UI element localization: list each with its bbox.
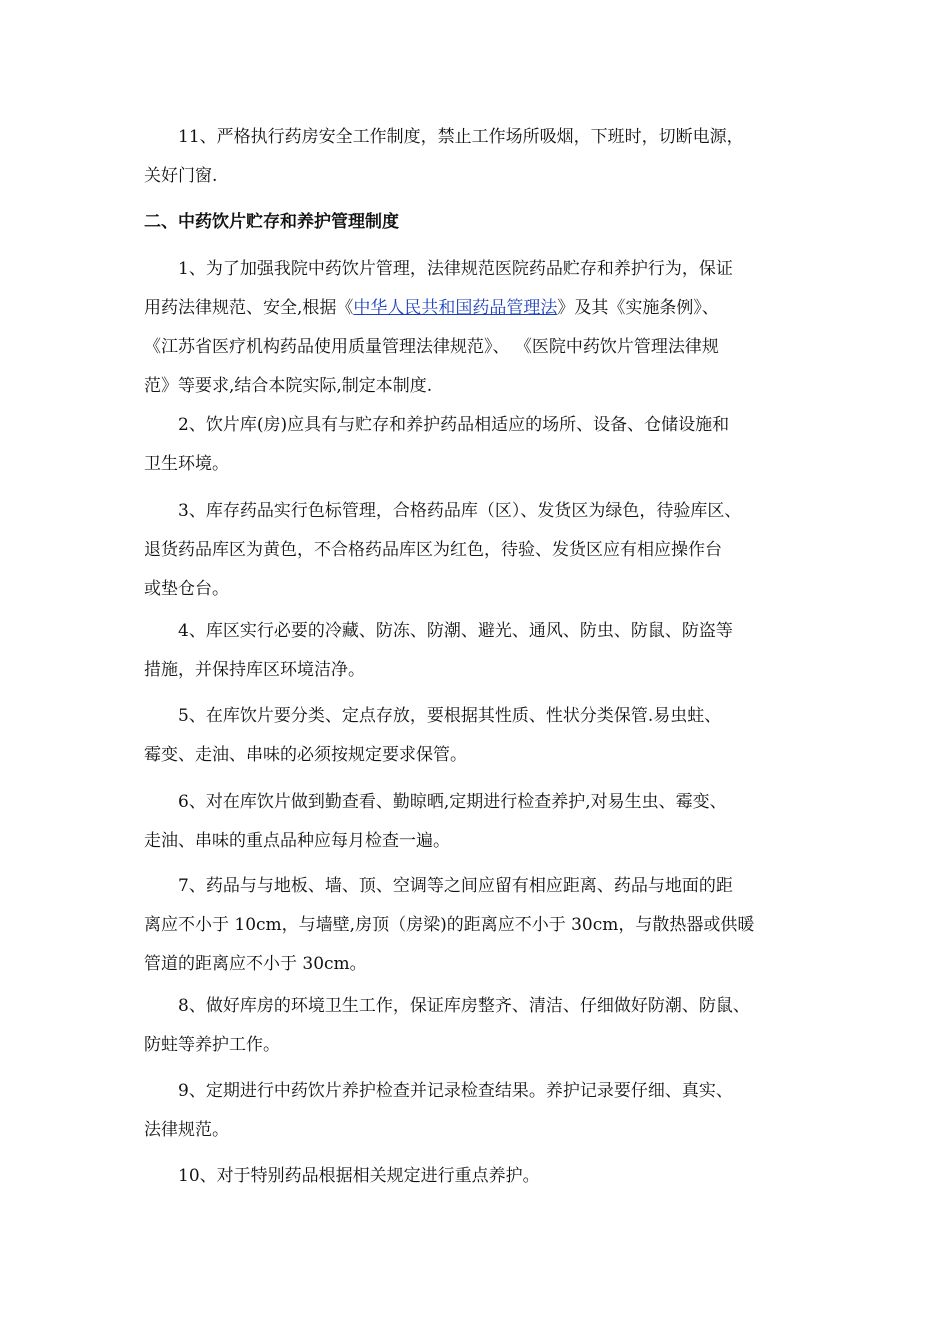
paragraph-line: 卫生环境。 (144, 454, 229, 474)
paragraph-line: 9、定期进行中药饮片养护检查并记录检查结果。养护记录要仔细、真实、 (178, 1081, 733, 1101)
paragraph-line: 霉变、走油、串味的必须按规定要求保管。 (144, 745, 467, 765)
paragraph-line: 管道的距离应不小于 30cm。 (144, 954, 367, 974)
paragraph-6 (144, 783, 816, 861)
paragraph-line: 离应不小于 10cm，与墙壁,房顶（房梁)的距离应不小于 30cm，与散热器或供暖 (144, 915, 755, 935)
paragraph-10 (144, 1157, 816, 1196)
paragraph-8 (144, 987, 816, 1065)
paragraph-3 (144, 492, 816, 609)
paragraph-line: 1、为了加强我院中药饮片管理，法律规范医院药品贮存和养护行为，保证 (178, 259, 733, 279)
paragraph-line: 8、做好库房的环境卫生工作，保证库房整齐、清洁、仔细做好防潮、防鼠、 (178, 996, 750, 1016)
paragraph-1 (144, 250, 816, 406)
paragraph-11 (144, 118, 816, 196)
paragraph-line: 11、严格执行药房安全工作制度，禁止工作场所吸烟，下班时，切断电源， (178, 127, 744, 147)
paragraph-line: 退货药品库区为黄色，不合格药品库区为红色，待验、发货区应有相应操作台 (144, 540, 722, 560)
paragraph-line: 3、库存药品实行色标管理，合格药品库（区）、发货区为绿色，待验库区、 (178, 501, 742, 521)
paragraph-4 (144, 612, 816, 690)
paragraph-line: 范》等要求,结合本院实际,制定本制度. (144, 376, 433, 396)
paragraph-9 (144, 1072, 816, 1150)
paragraph-line: 措施，并保持库区环境洁净。 (144, 660, 365, 680)
text-segment: 用药法律规范、安全,根据《 (144, 298, 354, 318)
text-segment: 》及其《实施条例》、 (557, 298, 719, 318)
paragraph-line-with-link (144, 289, 816, 328)
paragraph-line: 10、对于特别药品根据相关规定进行重点养护。 (178, 1166, 540, 1186)
paragraph-7 (144, 867, 816, 984)
paragraph-line: 或垫仓台。 (144, 579, 229, 599)
paragraph-line: 法律规范。 (144, 1120, 229, 1140)
paragraph-5 (144, 697, 816, 775)
paragraph-line: 6、对在库饮片做到勤查看、勤晾晒,定期进行检查养护,对易生虫、霉变、 (178, 792, 727, 812)
paragraph-line: 5、在库饮片要分类、定点存放，要根据其性质、性状分类保管.易虫蛀、 (178, 706, 722, 726)
paragraph-line: 防蛀等养护工作。 (144, 1035, 280, 1055)
paragraph-line: 2、饮片库(房)应具有与贮存和养护药品相适应的场所、设备、仓储设施和 (178, 415, 730, 435)
law-link[interactable]: 中华人民共和国药品管理法 (353, 298, 558, 318)
paragraph-line: 7、药品与与地板、墙、顶、空调等之间应留有相应距离、药品与地面的距 (178, 876, 733, 896)
paragraph-line: 关好门窗. (144, 166, 218, 186)
paragraph-2 (144, 406, 816, 484)
paragraph-line: 《江苏省医疗机构药品使用质量管理法律规范》、 《医院中药饮片管理法律规 (144, 337, 719, 357)
paragraph-line: 走油、串味的重点品种应每月检查一遍。 (144, 831, 450, 851)
section-heading: 二、中药饮片贮存和养护管理制度 (144, 212, 399, 232)
paragraph-line: 4、库区实行必要的冷藏、防冻、防潮、避光、通风、防虫、防鼠、防盗等 (178, 621, 733, 641)
